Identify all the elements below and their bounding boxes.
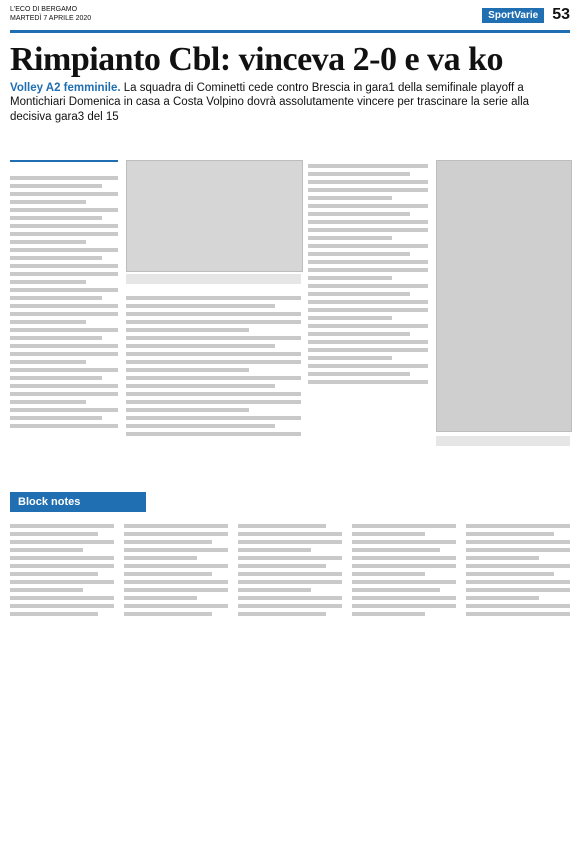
paper-info (10, 6, 91, 24)
article-column-3 (308, 160, 428, 475)
paper-name: L'ECO DI BERGAMO (10, 6, 78, 13)
paper-date: MARTEDÌ 7 APRILE 2020 (10, 14, 92, 22)
section-label: SportVarie (482, 8, 544, 23)
deck-text: La squadra di Cominetti cede contro Brescia in gara1 della semifinale playoff a Montichiari Domenica in casa a Costa Volpino dovrà assolutamente vincere per trascinare la serie alla decisiva gara3 del 15 (10, 82, 530, 123)
photo-match-action (126, 160, 303, 272)
section-tag (482, 6, 570, 24)
block-notes-columns (10, 520, 570, 620)
deck-kicker: Volley A2 femminile. (10, 82, 121, 94)
top-rule (10, 30, 570, 33)
block-notes (10, 492, 570, 849)
scoreboard-header (10, 160, 118, 172)
photo-caption-2 (436, 436, 570, 446)
block-col-1 (10, 520, 114, 620)
photo-caption (126, 274, 301, 284)
block-col-3 (238, 520, 342, 620)
block-col-5 (466, 520, 570, 620)
page-number: 53 (552, 6, 570, 23)
headline: Rimpianto Cbl: vinceva 2-0 e va ko (10, 41, 503, 78)
scoreboard-box (10, 160, 118, 475)
deck (10, 81, 570, 124)
block-col-4 (352, 520, 456, 620)
block-notes-title: Block notes (10, 492, 146, 512)
article-body (10, 160, 570, 475)
block-col-2 (124, 520, 228, 620)
masthead (0, 0, 580, 28)
photo-players-celebration (436, 160, 572, 432)
article-column-2 (126, 292, 301, 475)
